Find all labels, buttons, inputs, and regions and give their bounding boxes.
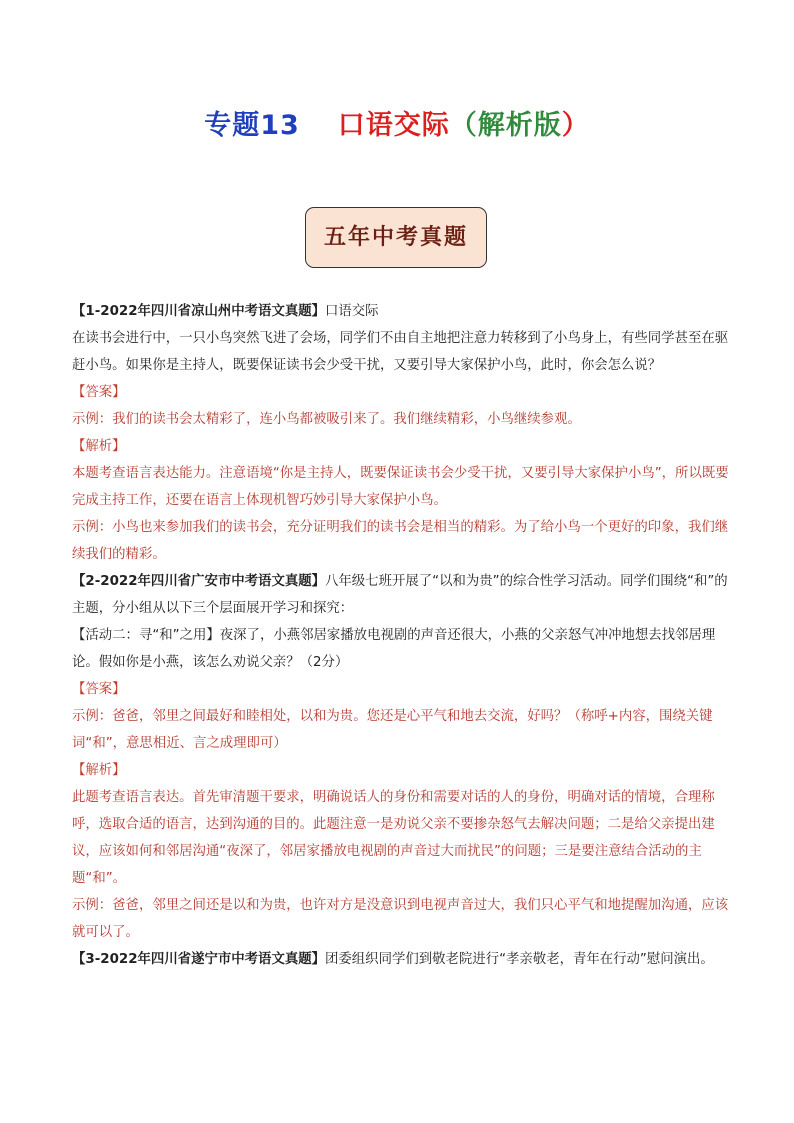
question-1-answer-label: 【答案】 <box>72 385 126 400</box>
title-close-paren: ） <box>561 110 590 141</box>
question-2-example: 示例：爸爸，邻里之间还是以和为贵，也许对方是没意识到电视声音过大，我们只心平气和地提醒加沟通，应该就可以了。 <box>72 898 729 940</box>
page-title <box>0 103 794 142</box>
question-1-topic: 口语交际 <box>325 304 379 319</box>
question-1-analysis: 本题考查语言表达能力。注意语境“你是主持人，既要保证读书会少受干扰，又要引导大家保护小鸟”，所以既要完成主持工作，还要在语言上体现机智巧妙引导大家保护小鸟。 <box>72 466 729 508</box>
question-2-header <box>72 568 732 622</box>
title-topic-number: 专题13 <box>204 110 300 141</box>
section-heading-box: 五年中考真题 <box>305 207 487 268</box>
question-1-source: 【1-2022年四川省凉山州中考语文真题】 <box>72 304 326 319</box>
question-2-answer-label: 【答案】 <box>72 682 126 697</box>
question-1-example: 示例：小鸟也来参加我们的读书会，充分证明我们的读书会是相当的精彩。为了给小鸟一个更好的印象，我们继续我们的精彩。 <box>72 520 729 562</box>
title-edition: （解析版 <box>449 110 562 141</box>
question-2-text: 八年级七班开展了“以和为贵”的综合性学习活动。同学们围绕“和”的主题，分小组从以下三个层面展开学习和探究： <box>72 574 728 616</box>
question-2-activity: 【活动二：寻“和”之用】夜深了，小燕邻居家播放电视剧的声音还很大，小燕的父亲怒气冲冲地想去找邻居理论。假如你是小燕，该怎么劝说父亲？（2分） <box>72 628 716 670</box>
question-1-answer: 示例：我们的读书会太精彩了，连小鸟都被吸引来了。我们继续精彩，小鸟继续参观。 <box>72 412 581 427</box>
question-2-analysis: 此题考查语言表达。首先审清题干要求，明确说话人的身份和需要对话的人的身份，明确对话的情境，合理称呼，选取合适的语言，达到沟通的目的。此题注意一是劝说父亲不要掺杂怒气去解决问题；二是给父亲提出建议，应该如何和邻居沟通“夜深了，邻居家播放电视剧的声音过大而扰民”的问题；三是要注意结合活动的主题“和”。 <box>72 790 715 886</box>
question-2-answer: 示例：爸爸，邻里之间最好和睦相处，以和为贵。您还是心平气和地去交流，好吗？（称呼+内容，围绕关键词“和”，意思相近、言之成理即可） <box>72 709 713 751</box>
question-2-analysis-label: 【解析】 <box>72 763 126 778</box>
question-3-text: 团委组织同学们到敬老院进行“孝亲敬老，青年在行动”慰问演出。 <box>325 952 714 967</box>
question-2-source: 【2-2022年四川省广安市中考语文真题】 <box>72 574 326 589</box>
question-3-source: 【3-2022年四川省遂宁市中考语文真题】 <box>72 952 326 967</box>
question-1-text: 在读书会进行中，一只小鸟突然飞进了会场，同学们不由自主地把注意力转移到了小鸟身上，有些同学甚至在驱赶小鸟。如果你是主持人，既要保证读书会少受干扰，又要引导大家保护小鸟，此时，你会怎么说？ <box>72 331 729 373</box>
question-3-header <box>72 946 732 973</box>
question-1-analysis-label: 【解析】 <box>72 439 126 454</box>
title-topic-name: 口语交际 <box>337 110 450 141</box>
question-1-header <box>72 298 732 325</box>
document-body <box>72 298 732 973</box>
